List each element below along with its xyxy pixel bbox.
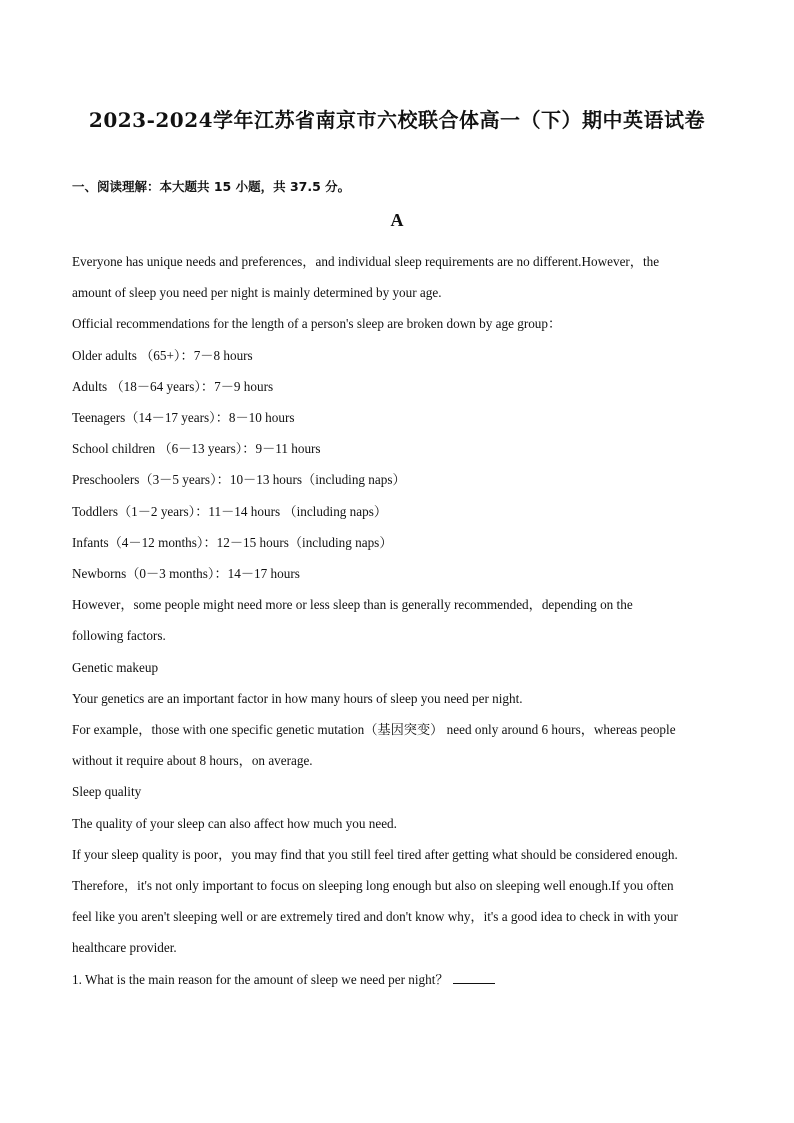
passage-line: The quality of your sleep can also affect how much you need.: [72, 815, 397, 831]
passage-line: feel like you aren't sleeping well or are extremely tired and don't know why，it's a good idea to check in with your: [72, 909, 678, 925]
passage-line: Your genetics are an important factor in how many hours of sleep you need per night.: [72, 690, 523, 706]
passage-line: If your sleep quality is poor，you may find that you still feel tired after getting what should be considered enough.: [72, 846, 678, 862]
passage-body: [72, 246, 722, 995]
question-text: 1. What is the main reason for the amount of sleep we need per night？: [72, 971, 449, 987]
passage-line: For example，those with one specific genetic mutation（基因突变） need only around 6 hours，whereas people: [72, 722, 676, 738]
passage-line: Therefore，it's not only important to focus on sleeping long enough but also on sleeping well enough.If you often: [72, 878, 674, 894]
subheading-sleep-quality: Sleep quality: [72, 784, 142, 800]
passage-line: Newborns（0－3 months）：14－17 hours: [72, 566, 300, 582]
passage-label: A: [390, 210, 404, 230]
passage-line: following factors.: [72, 628, 166, 644]
answer-blank[interactable]: [453, 971, 495, 984]
passage-line: Adults （18－64 years）：7－9 hours: [72, 378, 274, 394]
passage-line: School children （6－13 years）：9－11 hours: [72, 441, 321, 457]
passage-line: Older adults （65+）：7－8 hours: [72, 347, 253, 363]
question-1: [72, 964, 722, 995]
section-heading: 一、阅读理解：本大题共 15 小题，共 37.5 分。: [72, 179, 351, 194]
passage-line: Official recommendations for the length of a person's sleep are broken down by age group：: [72, 316, 562, 332]
subheading-genetic-makeup: Genetic makeup: [72, 659, 159, 675]
passage-line: Everyone has unique needs and preferences，and individual sleep requirements are no different.However，the: [72, 254, 660, 269]
passage-line: However，some people might need more or less sleep than is generally recommended，depending on the: [72, 597, 633, 613]
passage-line: Teenagers（14－17 years）：8－10 hours: [72, 410, 295, 426]
passage-line: Toddlers（1－2 years）：11－14 hours （including naps）: [72, 503, 388, 519]
passage-line: amount of sleep you need per night is mainly determined by your age.: [72, 285, 442, 301]
passage-line: without it require about 8 hours，on average.: [72, 753, 313, 769]
passage-line: Preschoolers（3－5 years）：10－13 hours（including naps）: [72, 472, 406, 488]
passage-line: Infants（4－12 months）：12－15 hours（including naps）: [72, 534, 393, 550]
passage-line: healthcare provider.: [72, 940, 177, 956]
exam-title: 2023-2024学年江苏省南京市六校联合体高一（下）期中英语试卷: [88, 108, 706, 132]
